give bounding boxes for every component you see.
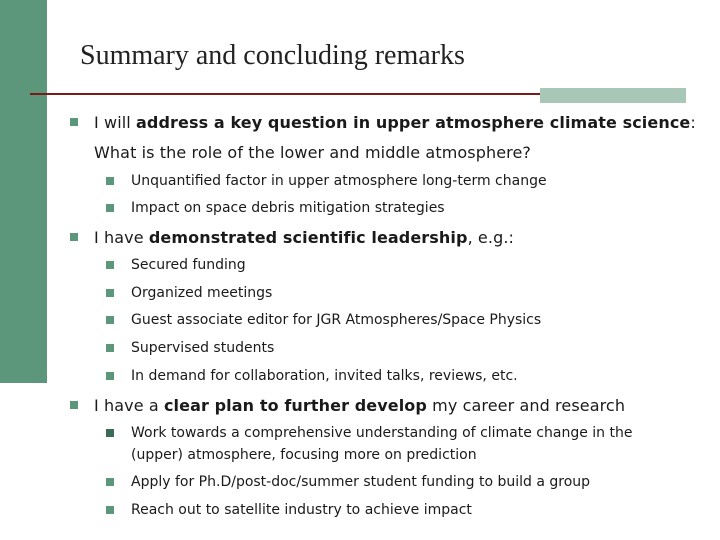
bullet-square	[70, 233, 78, 241]
sub-bullet-text: Supervised students	[131, 340, 275, 356]
slide-title: Summary and concluding remarks	[80, 40, 465, 71]
bullet-text-line2: What is the role of the lower and middle atmosphere?	[94, 143, 532, 162]
sub-bullet-text: Impact on space debris mitigation strategies	[131, 200, 445, 216]
bullet-square	[106, 344, 114, 352]
bullet-text: I will address a key question in upper atmosphere climate science:	[94, 113, 696, 132]
sub-bullet-text: Organized meetings	[131, 285, 273, 301]
sub-bullet-text: Guest associate editor for JGR Atmospheres/Space Physics	[131, 312, 542, 328]
bullet-square	[106, 478, 114, 486]
bullet-text: I have demonstrated scientific leadership, e.g.:	[94, 228, 514, 247]
sub-bullet-text: Unquantified factor in upper atmosphere long-term change	[131, 173, 547, 189]
sub-bullet-text-line2: (upper) atmosphere, focusing more on prediction	[131, 447, 477, 463]
bullet-square	[106, 316, 114, 324]
sub-bullet-text: Apply for Ph.D/post-doc/summer student funding to build a group	[131, 474, 591, 490]
sub-bullet-text: Secured funding	[131, 257, 246, 273]
bullet-square	[106, 177, 114, 185]
bullet-square	[70, 118, 78, 126]
sub-bullet-text: Work towards a comprehensive understanding of climate change in the	[131, 425, 633, 441]
bullet-square	[70, 401, 78, 409]
bullet-square	[106, 506, 114, 514]
bullet-text: I have a clear plan to further develop my career and research	[94, 396, 626, 415]
bullet-square	[106, 289, 114, 297]
sub-bullet-text: In demand for collaboration, invited talks, reviews, etc.	[131, 368, 518, 384]
bullet-square	[106, 429, 114, 437]
sub-bullet-text: Reach out to satellite industry to achieve impact	[131, 502, 472, 518]
bullet-square	[106, 204, 114, 212]
bullet-square	[106, 372, 114, 380]
bullet-square	[106, 261, 114, 269]
